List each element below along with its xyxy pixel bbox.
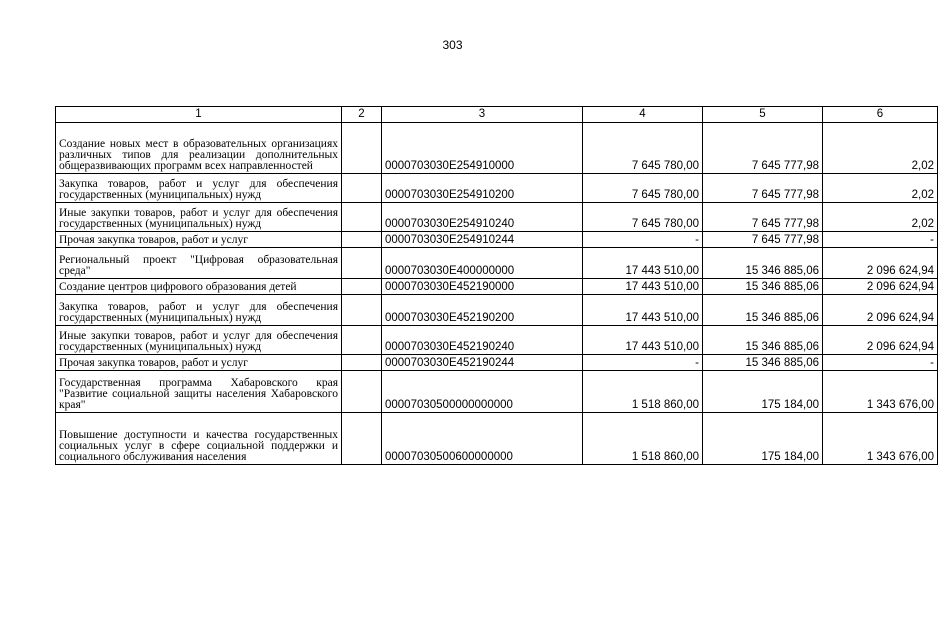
row-approved: 17 443 510,00 [583,248,703,279]
row-unexecuted: 2,02 [823,174,938,203]
row-approved: 7 645 780,00 [583,174,703,203]
row-code: 00007030500600000000 [382,413,583,465]
row-col2 [342,203,382,232]
row-name: Прочая закупка товаров, работ и услуг [56,355,342,371]
table-row [56,232,938,248]
row-approved: 1 518 860,00 [583,413,703,465]
row-code: 0000703030E452190000 [382,279,583,295]
row-col2 [342,295,382,326]
row-unexecuted: 2 096 624,94 [823,279,938,295]
row-name: Государственная программа Хабаровского края "Развитие социальной защиты населения Хабаровского края" [56,371,342,413]
header-col-4: 4 [583,107,703,123]
table-row [56,413,938,465]
row-executed: 7 645 777,98 [703,232,823,248]
row-code: 0000703030E254910244 [382,232,583,248]
row-name: Иные закупки товаров, работ и услуг для обеспечения государственных (муниципальных) нужд [56,203,342,232]
header-col-3: 3 [382,107,583,123]
table-row [56,174,938,203]
table-row [56,371,938,413]
row-executed: 175 184,00 [703,413,823,465]
table-row [56,279,938,295]
table-row [56,123,938,174]
row-executed: 15 346 885,06 [703,326,823,355]
row-code: 0000703030E452190200 [382,295,583,326]
row-approved: 17 443 510,00 [583,326,703,355]
row-code: 00007030500000000000 [382,371,583,413]
row-approved: 7 645 780,00 [583,123,703,174]
row-col2 [342,232,382,248]
row-unexecuted: - [823,232,938,248]
table-row [56,295,938,326]
row-col2 [342,413,382,465]
row-executed: 175 184,00 [703,371,823,413]
row-col2 [342,248,382,279]
row-approved: - [583,232,703,248]
row-code: 0000703030E400000000 [382,248,583,279]
row-code: 0000703030E254910000 [382,123,583,174]
row-executed: 7 645 777,98 [703,203,823,232]
row-name: Закупка товаров, работ и услуг для обеспечения государственных (муниципальных) нужд [56,174,342,203]
table-row [56,326,938,355]
row-approved: 17 443 510,00 [583,279,703,295]
budget-execution-table [55,106,938,465]
table-row [56,355,938,371]
page-number: 303 [442,38,463,52]
row-code: 0000703030E254910200 [382,174,583,203]
row-name: Региональный проект "Цифровая образовательная среда" [56,248,342,279]
row-name: Закупка товаров, работ и услуг для обеспечения государственных (муниципальных) нужд [56,295,342,326]
row-executed: 7 645 777,98 [703,174,823,203]
row-name: Иные закупки товаров, работ и услуг для обеспечения государственных (муниципальных) нужд [56,326,342,355]
row-approved: 17 443 510,00 [583,295,703,326]
row-unexecuted: 2 096 624,94 [823,326,938,355]
header-col-5: 5 [703,107,823,123]
row-col2 [342,326,382,355]
row-col2 [342,174,382,203]
row-executed: 7 645 777,98 [703,123,823,174]
row-executed: 15 346 885,06 [703,279,823,295]
row-unexecuted: 2 096 624,94 [823,295,938,326]
row-unexecuted: 1 343 676,00 [823,413,938,465]
row-unexecuted: 1 343 676,00 [823,371,938,413]
row-name: Прочая закупка товаров, работ и услуг [56,232,342,248]
row-col2 [342,279,382,295]
row-col2 [342,371,382,413]
row-executed: 15 346 885,06 [703,295,823,326]
row-name: Создание новых мест в образовательных организациях различных типов для реализации дополнительных общеразвивающих программ всех направленностей [56,123,342,174]
row-col2 [342,355,382,371]
table-row [56,248,938,279]
row-col2 [342,123,382,174]
row-approved: - [583,355,703,371]
header-col-6: 6 [823,107,938,123]
row-code: 0000703030E452190244 [382,355,583,371]
row-code: 0000703030E254910240 [382,203,583,232]
row-unexecuted: 2,02 [823,123,938,174]
row-executed: 15 346 885,06 [703,248,823,279]
row-approved: 7 645 780,00 [583,203,703,232]
row-unexecuted: 2,02 [823,203,938,232]
header-col-2: 2 [342,107,382,123]
row-name: Создание центров цифрового образования детей [56,279,342,295]
row-approved: 1 518 860,00 [583,371,703,413]
row-unexecuted: 2 096 624,94 [823,248,938,279]
row-unexecuted: - [823,355,938,371]
row-executed: 15 346 885,06 [703,355,823,371]
header-col-1: 1 [56,107,342,123]
row-name: Повышение доступности и качества государственных социальных услуг в сфере социальной поддержки и социального обслуживания населения [56,413,342,465]
table-header-row [56,107,938,123]
row-code: 0000703030E452190240 [382,326,583,355]
table-row [56,203,938,232]
